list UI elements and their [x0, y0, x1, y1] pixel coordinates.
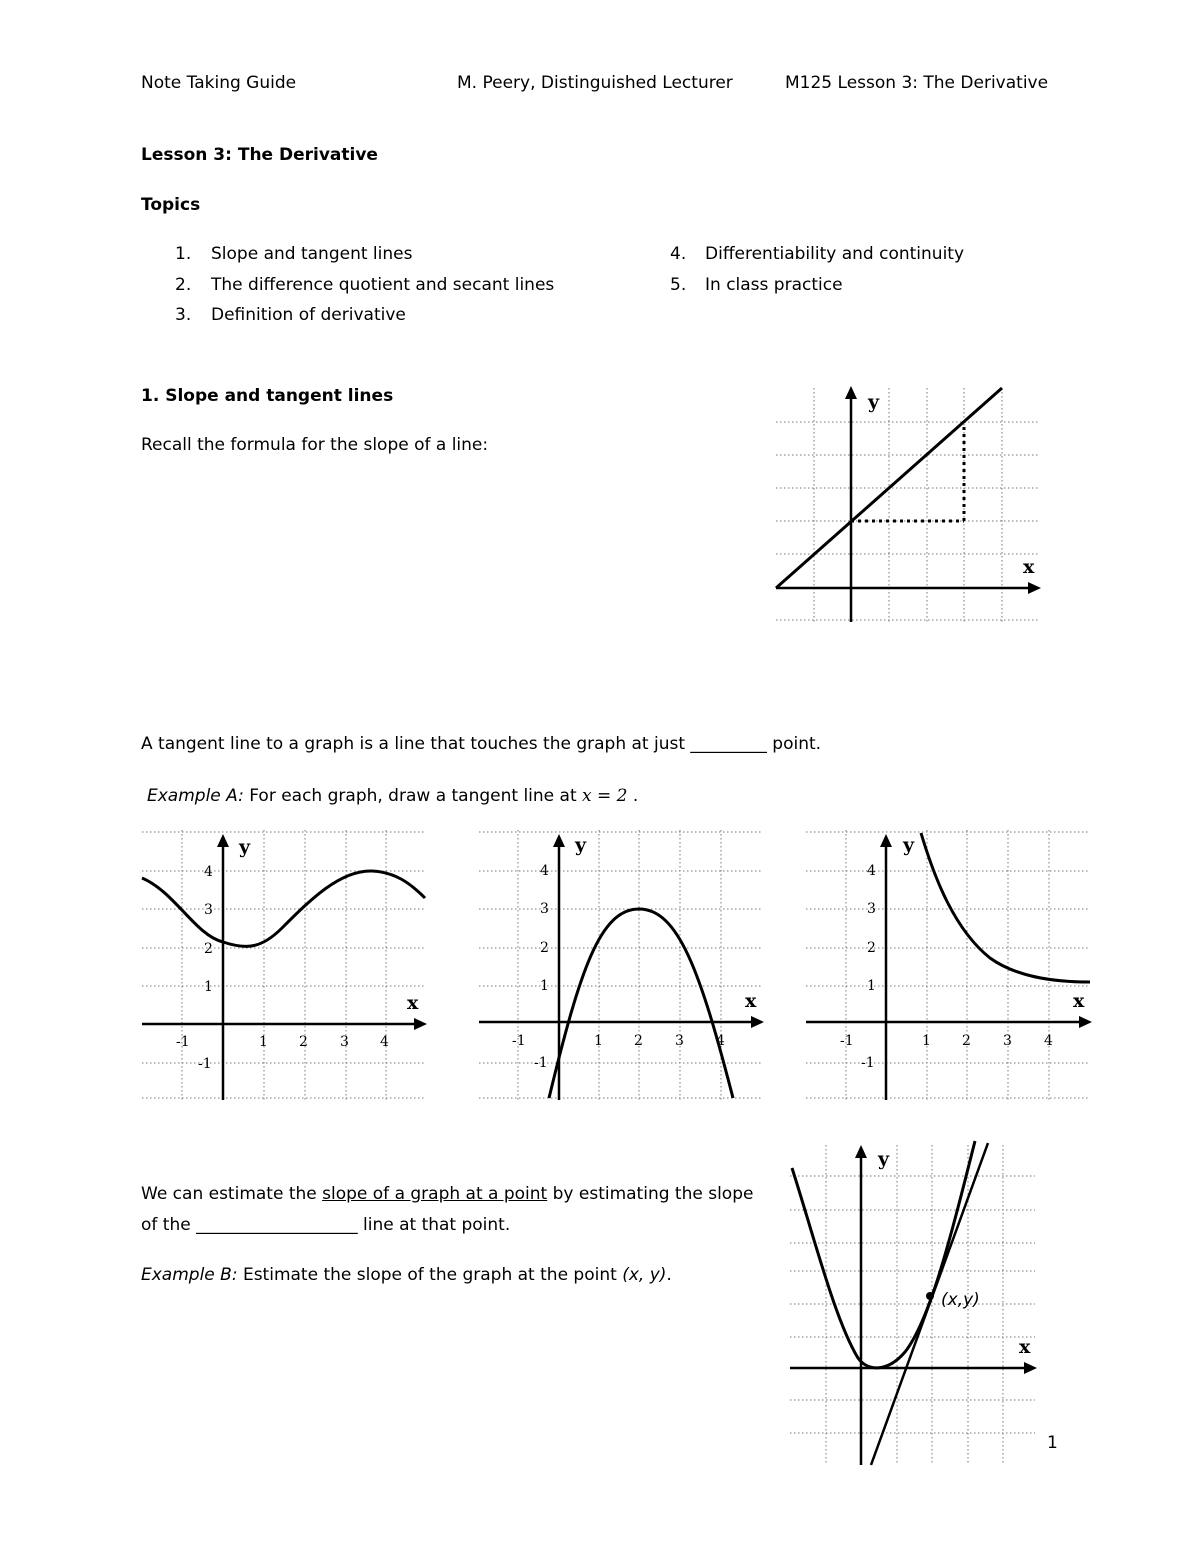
example-b-text: Estimate the slope of the graph at the point — [237, 1265, 623, 1285]
example-b-point: (x, y) — [622, 1265, 667, 1285]
tick-label: -1 — [840, 1033, 854, 1049]
fill-blank: ___________________ — [196, 1215, 358, 1235]
y-axis-label: y — [239, 836, 251, 858]
y-axis-label: y — [868, 391, 880, 413]
y-axis-label: y — [575, 834, 587, 856]
tick-label: 4 — [380, 1034, 389, 1050]
example-a-end: . — [627, 786, 639, 806]
estimate-text-line2 — [141, 1215, 510, 1235]
topics-heading: Topics — [141, 195, 201, 215]
page-number: 1 — [1047, 1433, 1058, 1453]
topic-num: 4. — [670, 244, 687, 264]
x-axis-label: x — [1073, 990, 1085, 1012]
tangent-def-text-end: point. — [766, 734, 822, 754]
tick-label: 1 — [922, 1033, 931, 1049]
header-left: Note Taking Guide — [141, 73, 297, 93]
x-axis-label: x — [745, 990, 757, 1012]
tangent-definition — [141, 734, 821, 754]
header-right: M125 Lesson 3: The Derivative — [785, 73, 1049, 93]
tick-label: 2 — [962, 1033, 971, 1049]
tick-label: 2 — [204, 941, 213, 957]
lesson-title: Lesson 3: The Derivative — [141, 145, 378, 165]
fill-blank: _________ — [690, 734, 767, 754]
example-a-math: x = 2 — [582, 786, 628, 806]
tick-label: 4 — [204, 864, 213, 880]
topic-num: 5. — [670, 275, 687, 295]
tick-label: -1 — [534, 1055, 548, 1071]
topic-num: 3. — [175, 305, 192, 325]
example-a — [147, 786, 638, 806]
tick-label: 4 — [867, 863, 876, 879]
underlined-term: slope of a graph at a point — [322, 1184, 548, 1204]
topic-item: The difference quotient and secant lines — [211, 275, 555, 295]
tick-label: 2 — [867, 940, 876, 956]
tick-label: 1 — [594, 1033, 603, 1049]
tangent-def-text: A tangent line to a graph is a line that touches the graph at just — [141, 734, 691, 754]
tick-label: 2 — [634, 1033, 643, 1049]
example-a-graph-2 — [476, 827, 768, 1102]
tick-label: 3 — [204, 902, 213, 918]
tick-label: 3 — [1003, 1033, 1012, 1049]
tick-label: 2 — [540, 940, 549, 956]
example-b — [141, 1265, 672, 1285]
estimate-text: of the — [141, 1215, 197, 1235]
topic-item: Definition of derivative — [211, 305, 406, 325]
tick-label: -1 — [198, 1056, 212, 1072]
tick-label: 3 — [540, 901, 549, 917]
tick-label: -1 — [512, 1033, 526, 1049]
tick-label: 3 — [867, 901, 876, 917]
topic-item: In class practice — [705, 275, 843, 295]
tick-label: 4 — [716, 1033, 725, 1049]
tick-label: 1 — [540, 978, 549, 994]
topic-num: 1. — [175, 244, 192, 264]
tick-label: 3 — [340, 1034, 349, 1050]
x-axis-label: x — [1023, 556, 1035, 578]
tick-label: 1 — [867, 978, 876, 994]
tick-label: 4 — [540, 863, 549, 879]
estimate-text-line1 — [141, 1184, 753, 1204]
estimate-text: We can estimate the — [141, 1184, 323, 1204]
example-a-text: For each graph, draw a tangent line at — [243, 786, 583, 806]
tick-label: 1 — [204, 979, 213, 995]
tick-label: 2 — [299, 1034, 308, 1050]
estimate-text-end: by estimating the slope — [547, 1184, 754, 1204]
section-heading: 1. Slope and tangent lines — [141, 386, 394, 406]
example-b-label: Example B: — [141, 1265, 238, 1285]
example-a-label: Example A: — [147, 786, 244, 806]
x-axis-label: x — [1019, 1336, 1031, 1358]
estimate-text-end: line at that point. — [357, 1215, 511, 1235]
example-b-graph — [785, 1137, 1040, 1470]
example-a-graph-3 — [802, 827, 1094, 1102]
slope-line-graph — [770, 383, 1045, 625]
topic-item: Slope and tangent lines — [211, 244, 413, 264]
tick-label: -1 — [861, 1055, 875, 1071]
x-axis-label: x — [407, 992, 419, 1014]
point-label: (x,y) — [941, 1290, 980, 1310]
tick-label: 3 — [675, 1033, 684, 1049]
recall-text: Recall the formula for the slope of a line: — [141, 435, 489, 455]
y-axis-label: y — [878, 1148, 890, 1170]
topic-num: 2. — [175, 275, 192, 295]
tick-label: 1 — [259, 1034, 268, 1050]
tick-label: -1 — [176, 1034, 190, 1050]
example-a-graph-1 — [140, 827, 430, 1102]
topic-item: Differentiability and continuity — [705, 244, 965, 264]
tick-label: 4 — [1044, 1033, 1053, 1049]
example-b-end: . — [666, 1265, 672, 1285]
header-center: M. Peery, Distinguished Lecturer — [457, 73, 733, 93]
y-axis-label: y — [903, 834, 915, 856]
